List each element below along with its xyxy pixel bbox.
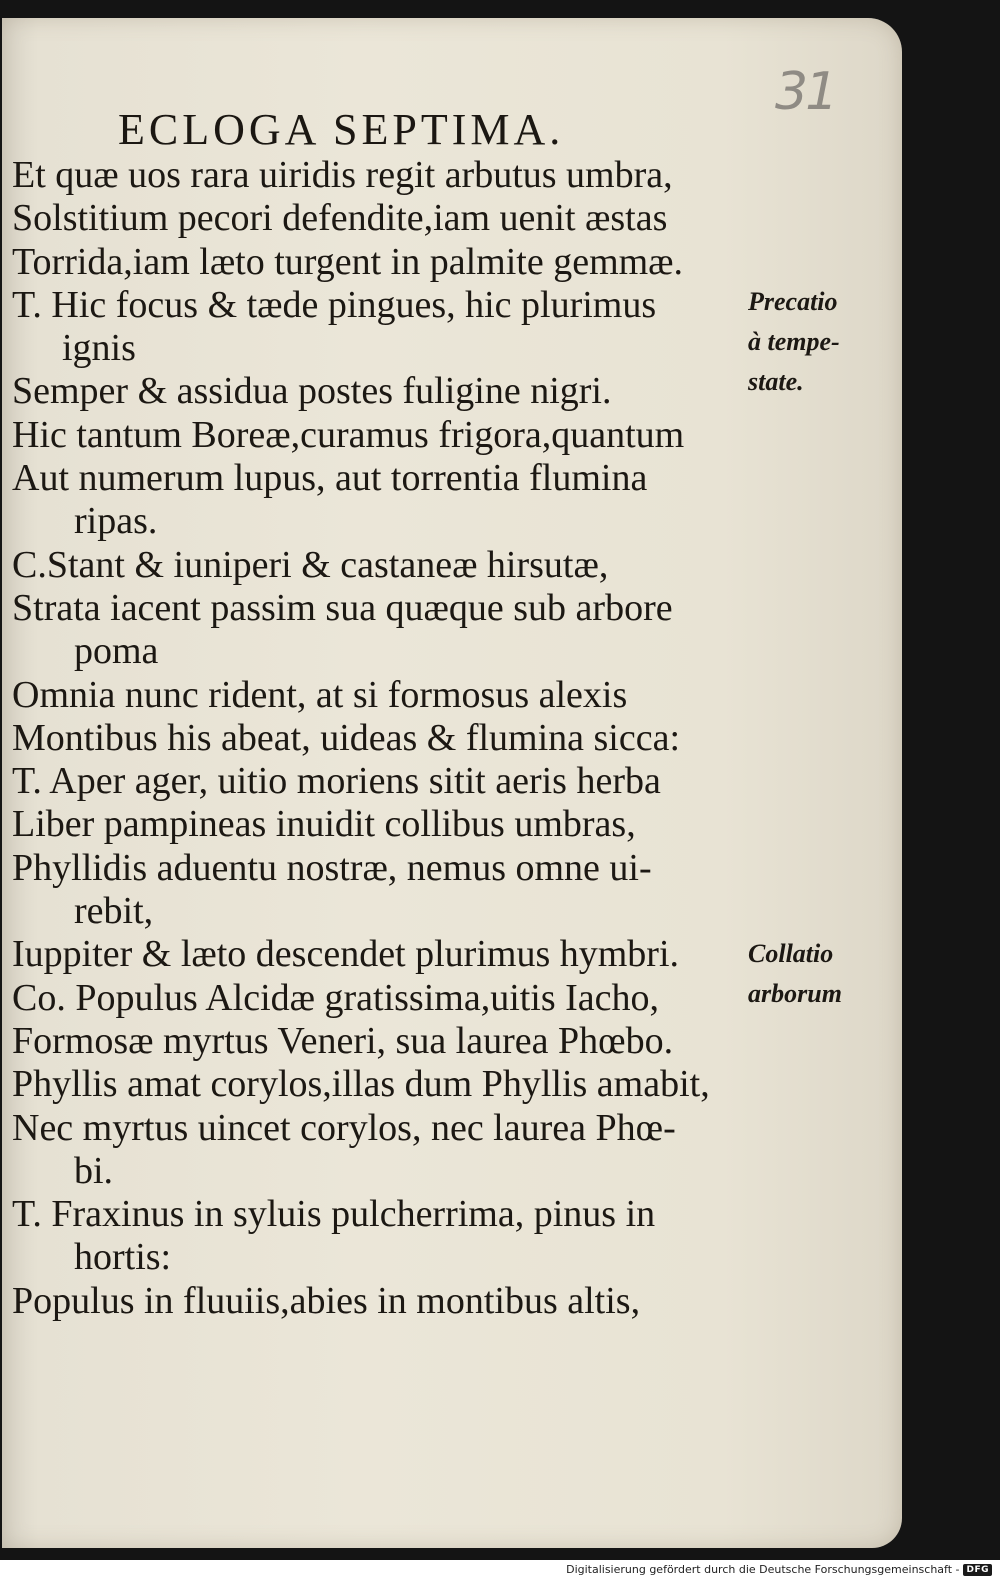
verse-line: T. Aper ager, uitio moriens sitit aeris herba xyxy=(12,760,661,803)
digitization-credit xyxy=(566,1563,992,1576)
folio-number: 31 xyxy=(775,62,836,122)
verse-line: T. Hic focus & tæde pingues, hic plurimus xyxy=(12,283,657,326)
marginal-note-line: state. xyxy=(748,367,804,396)
marginal-note-line: Precatio xyxy=(748,287,838,316)
verse-line: Populus in fluuiis,abies in montibus altis, xyxy=(12,1279,641,1322)
verse-line: Torrida,iam læto turgent in palmite gemmæ. xyxy=(12,240,684,283)
verse-line: Montibus his abeat, uideas & flumina sicca: xyxy=(12,716,681,759)
credit-text: Digitalisierung gefördert durch die Deutsche Forschungsgemeinschaft - xyxy=(566,1563,960,1576)
verse-line: Liber pampineas inuidit collibus umbras, xyxy=(12,803,636,846)
verse-line: Iuppiter & læto descendet plurimus hymbri. xyxy=(12,933,680,976)
verse-line: ripas. xyxy=(74,500,158,543)
verse-line: Co. Populus Alcidæ gratissima,uitis Iacho, xyxy=(12,976,660,1019)
verse-line: ignis xyxy=(62,327,136,370)
dfg-logo-icon: DFG xyxy=(963,1564,992,1576)
marginal-note-line: Collatio xyxy=(748,939,834,968)
verse-line: Nec myrtus uincet corylos, nec laurea Phœ- xyxy=(12,1106,676,1149)
verse-line: Hic tantum Boreæ,curamus frigora,quantum xyxy=(12,413,685,456)
verse-line: Phyllis amat corylos,illas dum Phyllis amabit, xyxy=(12,1063,710,1106)
marginal-note-line: à tempe- xyxy=(748,327,840,356)
marginal-note-precatio xyxy=(748,282,840,402)
verse-line: Formosæ myrtus Veneri, sua laurea Phœbo. xyxy=(12,1019,674,1062)
verse-line: Omnia nunc rident, at si formosus alexis xyxy=(12,673,628,716)
verse-line: rebit, xyxy=(74,890,154,933)
verse-line: C.Stant & iuniperi & castaneæ hirsutæ, xyxy=(12,543,609,586)
verse-line: bi. xyxy=(74,1149,114,1192)
marginal-note-line: arborum xyxy=(748,979,842,1008)
verse-line: T. Fraxinus in syluis pulcherrima, pinus in xyxy=(12,1193,656,1236)
verse-line: Phyllidis aduentu nostræ, nemus omne ui- xyxy=(12,846,652,889)
marginal-note-collatio xyxy=(748,934,842,1014)
verse-line: Semper & assidua postes fuligine nigri. xyxy=(12,370,612,413)
verse-line: poma xyxy=(74,630,159,673)
verse-line: Solstitium pecori defendite,iam uenit æstas xyxy=(12,197,668,240)
verse-line: hortis: xyxy=(74,1236,172,1279)
verse-line: Strata iacent passim sua quæque sub arbore xyxy=(12,586,673,629)
verse-line: Aut numerum lupus, aut torrentia flumina xyxy=(12,457,648,500)
running-title: ECLOGA SEPTIMA. xyxy=(118,105,565,154)
verse-line: Et quæ uos rara uiridis regit arbutus umbra, xyxy=(12,154,673,196)
verse-text xyxy=(12,154,772,1323)
